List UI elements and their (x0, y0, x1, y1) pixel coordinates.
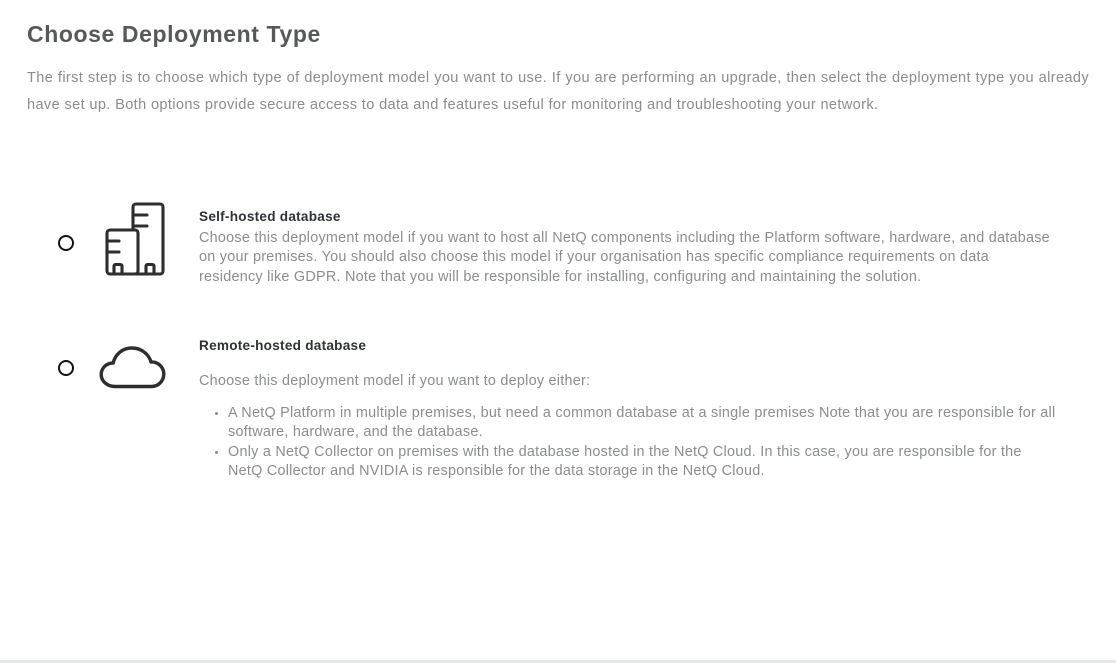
buildings-icon (97, 202, 173, 276)
option-bullet-list (199, 404, 1060, 481)
option-remote-hosted-text (199, 337, 1057, 481)
option-remote-hosted-database[interactable] (27, 337, 1089, 481)
bullet-item: • A NetQ Platform in multiple premises, but need a common database at a single premises Note that you are responsible for all software, hardware, and the database. (228, 404, 1060, 443)
cloud-icon (97, 342, 173, 390)
radio-remote-hosted[interactable] (58, 360, 74, 376)
deployment-options-list (27, 202, 1089, 481)
bullet-item: • Only a NetQ Collector on premises with the database hosted in the NetQ Cloud. In this case, you are responsible for the NetQ Collector and NVIDIA is responsible for the data storage in the NetQ Cloud. (228, 443, 1060, 482)
intro-text: The first step is to choose which type of deployment model you want to use. If you are performing an upgrade, then select the deployment type you already have set up. Both options provide secure access to data and features useful for monitoring and troubleshooting your network. (27, 70, 1089, 113)
option-self-hosted-database[interactable] (27, 202, 1089, 287)
option-description: Choose this deployment model if you want to deploy either: (199, 372, 591, 389)
radio-self-hosted[interactable] (58, 235, 74, 251)
option-title: Self-hosted database (199, 209, 341, 224)
option-self-hosted-text (199, 209, 1057, 287)
option-description: Choose this deployment model if you want to host all NetQ components including the Platform software, hardware, and database on your premises. You should also choose this model if your organisation has specific compliance requirements on data residency like GDPR. Note that you will be responsible for installing, configuring and maintaining the solution. (199, 230, 1050, 285)
page-title: Choose Deployment Type (27, 21, 321, 47)
option-title: Remote-hosted database (199, 337, 367, 353)
